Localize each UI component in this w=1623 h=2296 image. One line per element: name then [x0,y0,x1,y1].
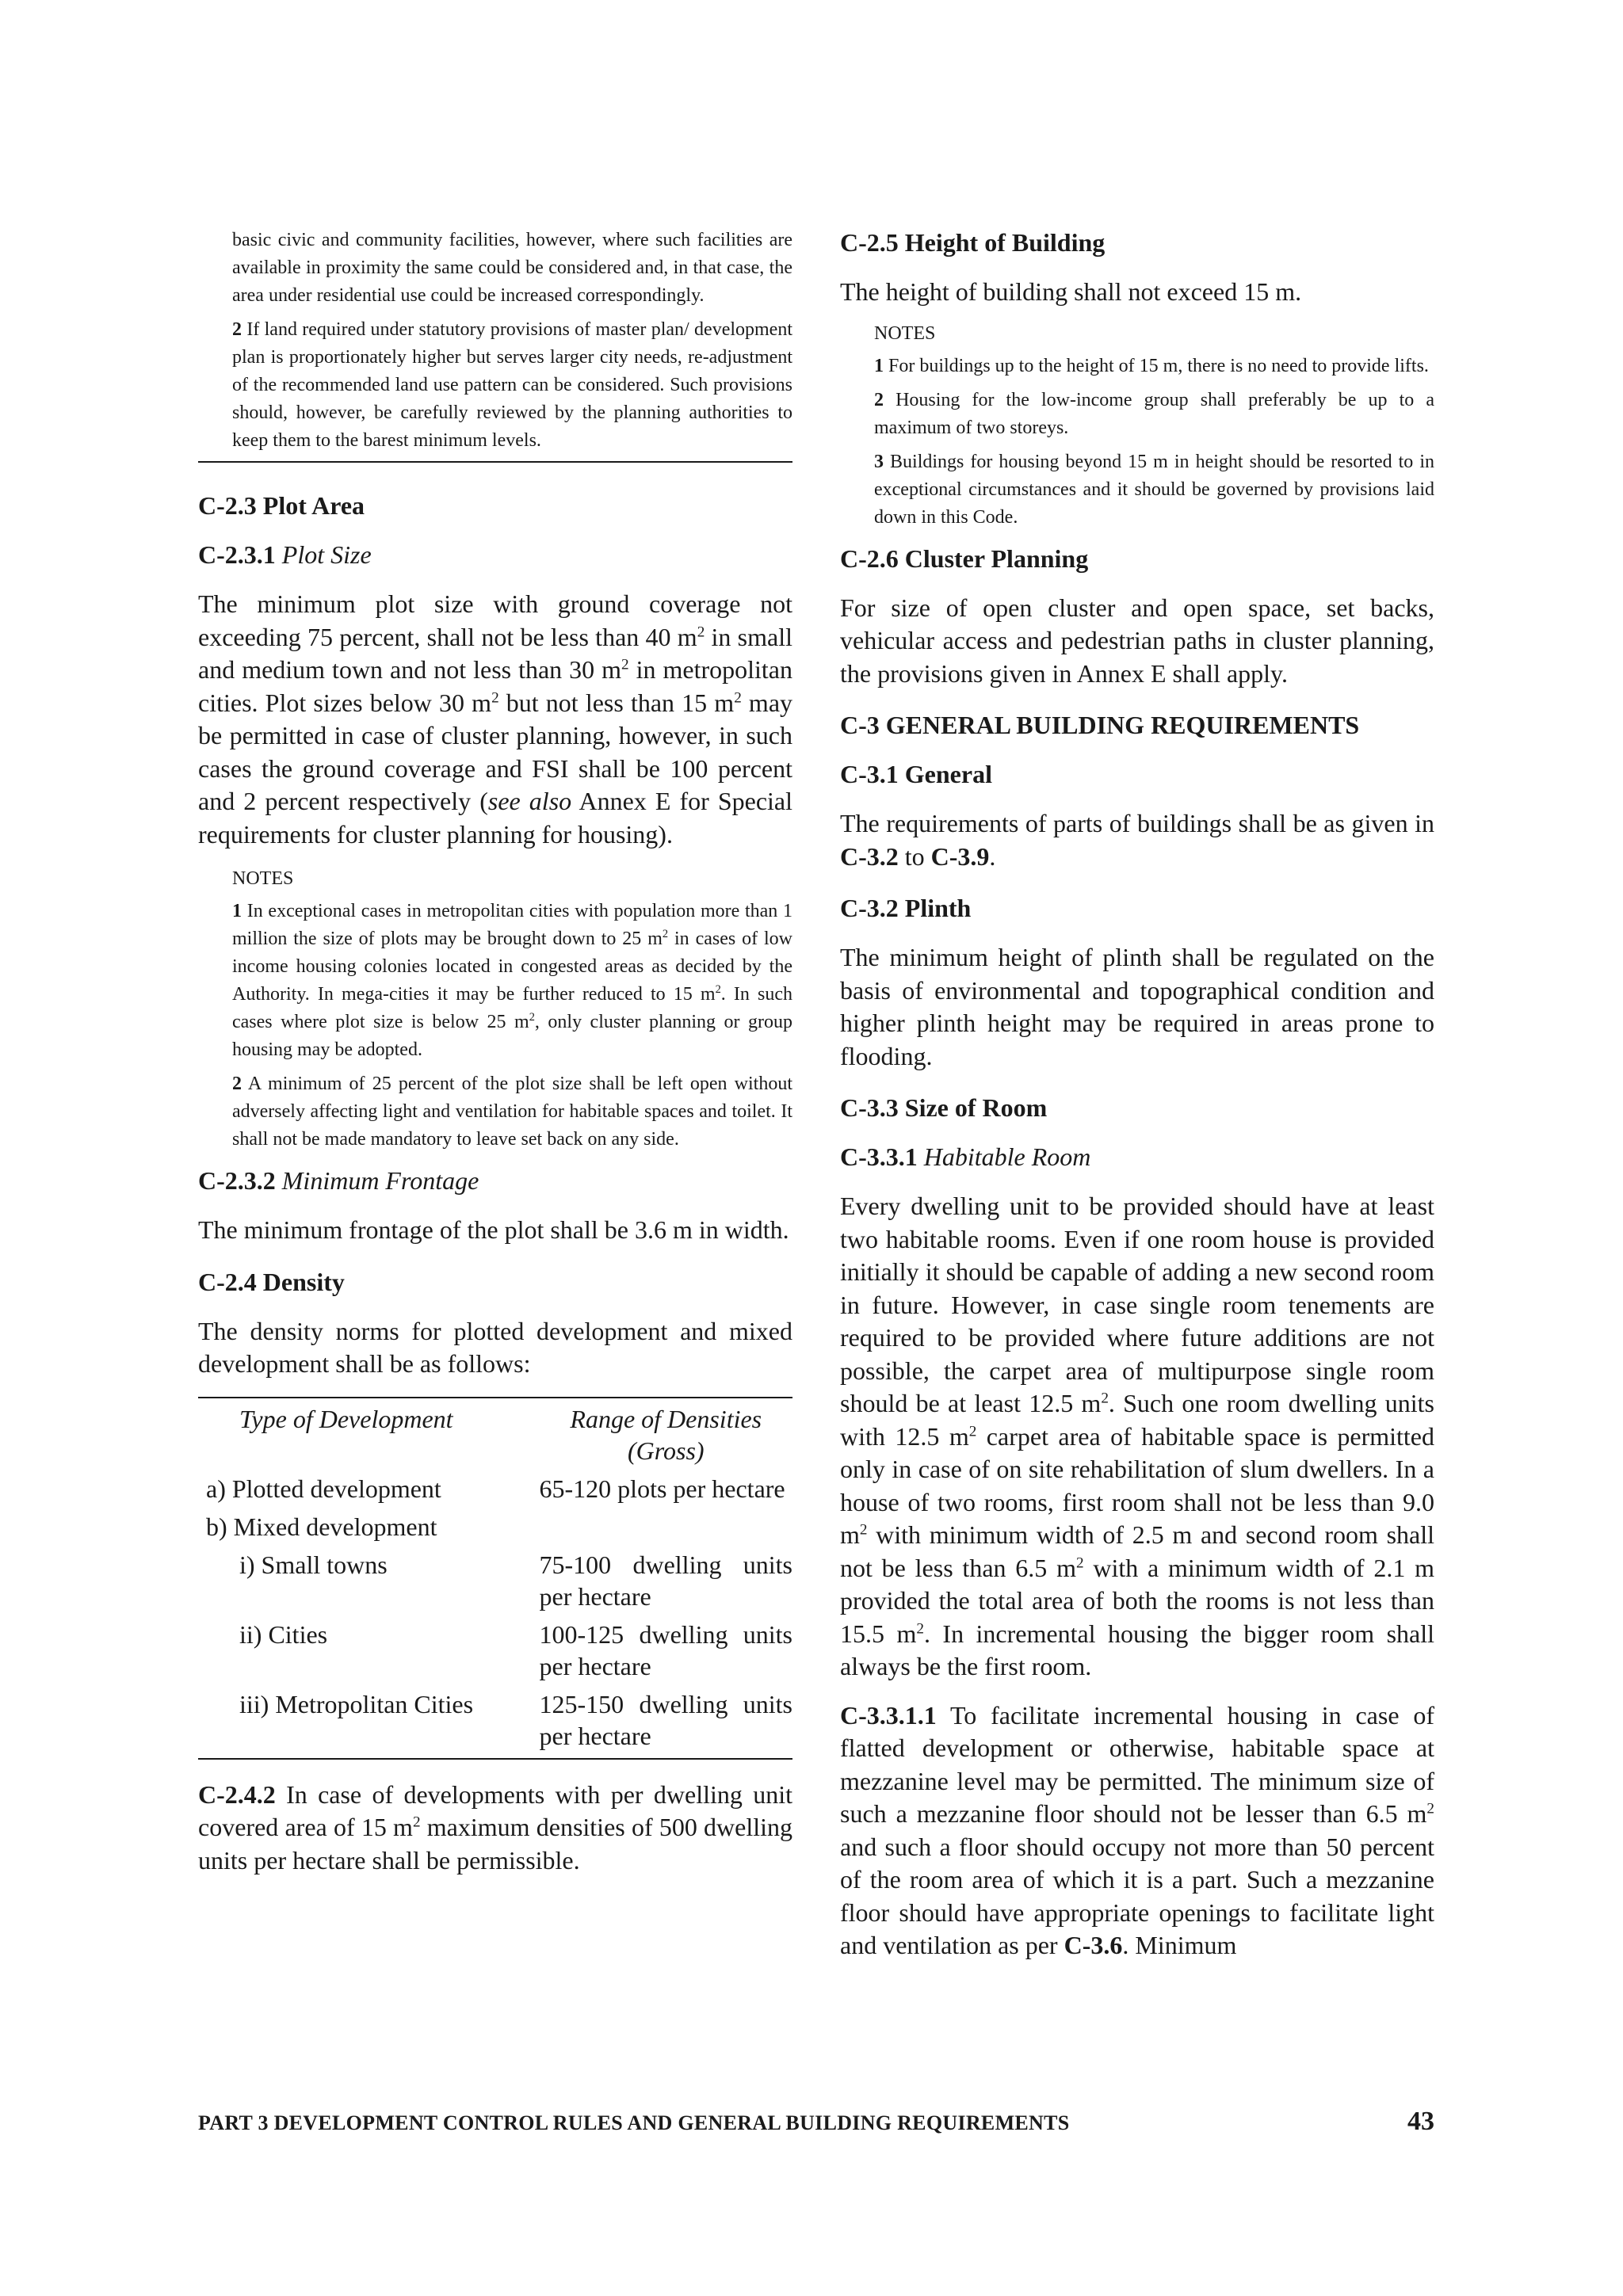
table-header-row [198,1398,792,1473]
notes-label: NOTES [232,868,294,889]
paragraph-frontage: The minimum frontage of the plot shall be 3.6 m in width. [198,1215,789,1244]
section-divider [198,461,792,463]
table-row: ii) Cities 100-125 dwelling units per hectare [239,1619,792,1680]
heading-c-3-1: C-3.1 General [840,760,992,788]
page-footer [198,2107,1434,2143]
note-2: 2 Housing for the low-income group shall preferably be up to a maximum of two storeys. [874,389,1435,438]
note-2: 2 A minimum of 25 percent of the plot size shall be left open without adversely affecting light and ventilation for habitable spaces and toilet. It shall not be made mandatory to leave set back on any side. [232,1074,792,1150]
footer-title: PART 3 DEVELOPMENT CONTROL RULES AND GENERAL BUILDING REQUIREMENTS [198,2111,1070,2134]
notes-label: NOTES [874,322,936,344]
continued-notes [198,227,792,455]
heading-c-2-3-2: C-2.3.2 Minimum Frontage [198,1166,479,1195]
left-column [198,227,792,1896]
note-3: 3 Buildings for housing beyond 15 m in height should be resorted to in exceptional circumstances and it should be governed by provisions laid down in this Code. [874,451,1434,528]
heading-c-2-3-1: C-2.3.1 Plot Size [198,540,372,569]
paragraph-habitable-room: Every dwelling unit to be provided should have at least two habitable rooms. Even if one room house is provided initially it should be capable of adding a new second room in future. However, in case single room tenements are required to be provided where future additions are not possible, the carpet area of multipurpose single room should be at least 12.5 $m^2$. Such one room dwelling units with 12.5 $m^2$ carpet area of habitable space is permitted only in case of on site rehabilitation of slum dwellers. In a house of two rooms, first room shall not be less than 9.0 $m^2$ with minimum width of 2.5 m and second room shall not be less than 6.5 $m^2$ with a minimum width of 2.1 m provided the total area of both the rooms is not less than 15.5 $m^2$. In incremental housing the bigger room shall always be the first room. [840,1192,1435,1680]
height-notes [840,320,1434,532]
table-row: b) Mixed development [206,1512,437,1541]
paragraph-density: The density norms for plotted development and mixed development shall be as follows: [198,1316,792,1378]
heading-c-3-3: C-3.3 Size of Room [840,1093,1048,1122]
paragraph-cluster: For size of open cluster and open space, set backs, vehicular access and pedestrian paths in cluster planning, the provisions given in Annex E shall apply. [840,593,1434,688]
note-1: 1 For buildings up to the height of 15 m, there is no need to provide lifts. [874,355,1429,376]
table-row: i) Small towns 75-100 dwelling units per hectare [239,1550,792,1611]
right-column [840,227,1434,1981]
table-header-type: Type of Development [239,1404,453,1433]
paragraph-general: The requirements of parts of buildings shall be as given in C-3.2 to C-3.9. [840,809,1434,871]
note-continued: basic civic and community facilities, however, where such facilities are available in proximity the same could be considered and, in that case, the area under residential use could be increased correspondingly. [232,230,792,306]
density-table [198,1397,792,1760]
table-row: a) Plotted development 65-120 plots per hectare [206,1474,785,1503]
heading-c-3-3-1: C-3.3.1 Habitable Room [840,1142,1091,1171]
heading-c-2-4: C-2.4 Density [198,1267,345,1296]
heading-c-2-5: C-2.5 Height of Building [840,228,1106,257]
heading-c-3: C-3 GENERAL BUILDING REQUIREMENTS [840,711,1360,739]
table-header-range: Range of Densities (Gross) [570,1404,762,1465]
heading-c-2-6: C-2.6 Cluster Planning [840,543,1089,573]
paragraph-c-2-4-2: C-2.4.2 In case of developments with per dwelling unit covered area of 15 $m^2$ maximum densities of 500 dwelling units per hectare shall be permissible. [198,1779,793,1875]
page-number: 43 [1407,2107,1434,2136]
note-1: 1 In exceptional cases in metropolitan cities with population more than 1 million the size of plots may be brought down to 25 $m^2$ in cases of low income housing colonies located in congested areas as decided by the Authority. In mega-cities it may be further reduced to 15 $m^2$. In such cases where plot size is below 25 $m^2$, only cluster planning or group housing may be adopted. [232,901,793,1060]
table-row: iii) Metropolitan Cities 125-150 dwelling units per hectare [198,1688,792,1759]
note-2: 2 If land required under statutory provisions of master plan/ development plan is proportionately higher but serves larger city needs, re-adjustment of the recommended land use pattern can be considered. Such provisions should, however, be carefully reviewed by the planning authorities to keep them to the barest minimum levels. [232,319,792,451]
paragraph-height: The height of building shall not exceed 15 m. [840,277,1302,306]
heading-c-3-2: C-3.2 Plinth [840,894,972,922]
heading-c-2-3: C-2.3 Plot Area [198,491,365,520]
plot-size-notes [198,865,792,1154]
paragraph-plot-size: The minimum plot size with ground coverage not exceeding 75 percent, shall not be less than 40 $m^2$ in small and medium town and not less than 30 $m^2$ in metropolitan cities. Plot sizes below 30 $m^2$ but not less than 15 $m^2$ may be permitted in case of cluster planning, however, in such cases the ground coverage and FSI shall be 100 percent and 2 percent respectively (see also Annex E for Special requirements for cluster planning for housing). [198,589,793,849]
paragraph-c-3-3-1-1: C-3.3.1.1 To facilitate incremental housing in case of flatted development or otherwise, habitable space at mezzanine level may be permitted. The minimum size of such a mezzanine floor should not be lesser than 6.5 $m^2$ and such a floor should occupy not more than 50 percent of the room area of which it is a part. Such a mezzanine floor should have appropriate openings to facilitate light and ventilation as per C-3.6. Minimum [840,1700,1434,1959]
paragraph-plinth: The minimum height of plinth shall be regulated on the basis of environmental and topographical condition and higher plinth height may be required in areas prone to flooding. [840,943,1434,1070]
